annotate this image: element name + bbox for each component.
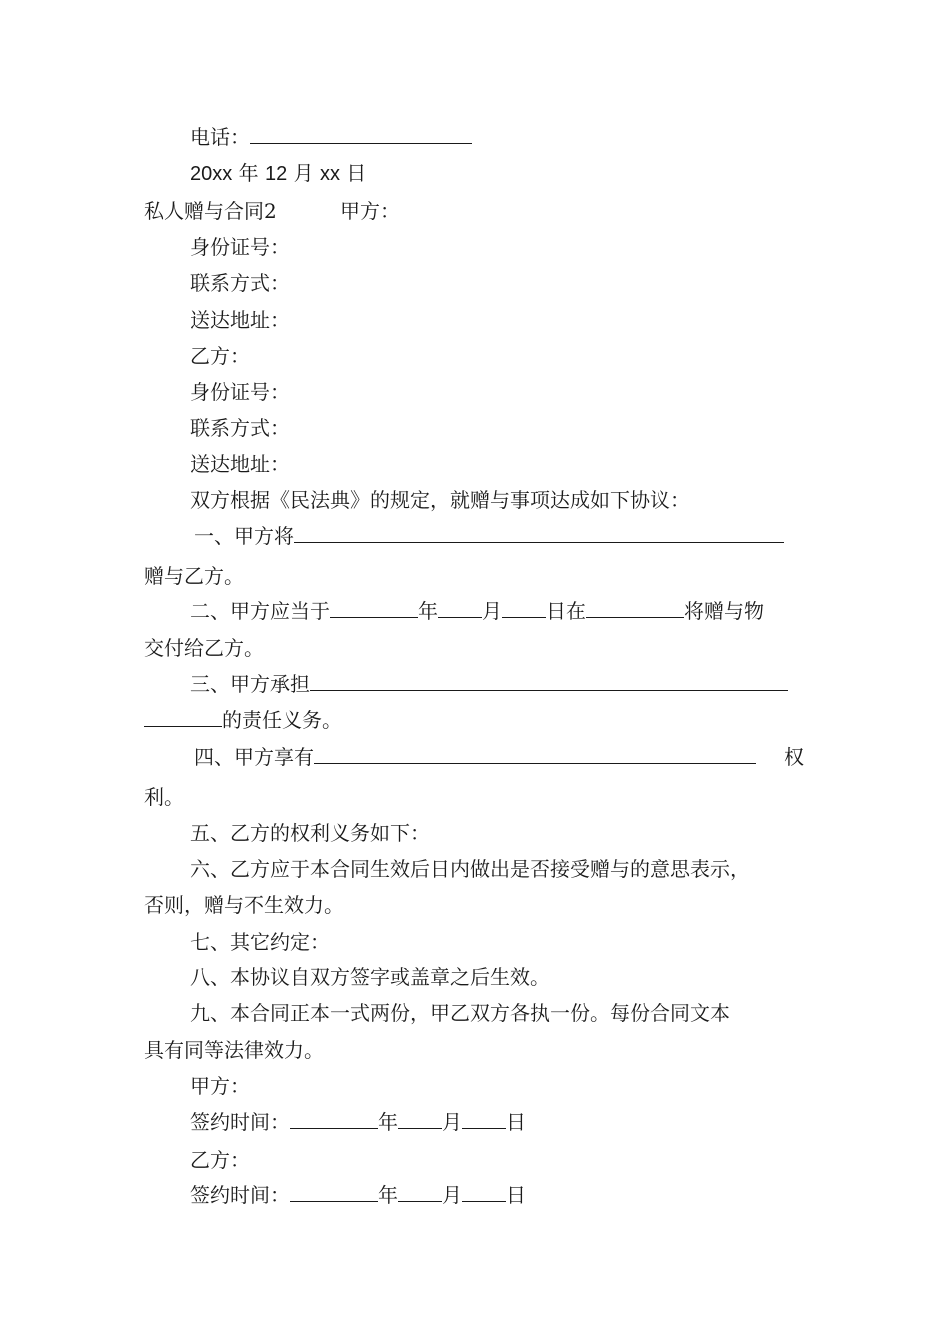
signature-a-day: 日 <box>506 1110 526 1134</box>
date-day: xx <box>319 163 340 185</box>
phone-label: 电话： <box>190 125 250 149</box>
clause-2-day: 日在 <box>546 599 586 623</box>
party-a-label: 甲方： <box>340 199 400 223</box>
clause-2-place-blank <box>586 599 684 618</box>
signature-b-month: 月 <box>442 1183 462 1207</box>
party-a-contact: 联系方式： <box>190 271 290 295</box>
clause-2-a: 二、甲方应当于 <box>190 599 330 623</box>
date-month: 12 <box>264 163 288 185</box>
clause-3-end-line <box>144 706 342 734</box>
contract-title: 私人赠与合同2 <box>144 199 277 223</box>
clause-5: 五、乙方的权利义务如下： <box>190 821 430 845</box>
clause-2-b: 将赠与物 <box>684 599 764 623</box>
date-year: 20xx <box>190 163 233 185</box>
signature-b-year-blank <box>290 1183 378 1202</box>
clause-6-line-2: 否则，赠与不生效力。 <box>144 893 344 917</box>
signature-b-day: 日 <box>506 1183 526 1207</box>
clause-7: 七、其它约定： <box>190 930 330 954</box>
clause-2-month-blank <box>438 599 482 618</box>
signature-a-day-blank <box>462 1110 506 1129</box>
signature-party-a: 甲方： <box>190 1074 250 1098</box>
party-b-contact: 联系方式： <box>190 416 290 440</box>
signature-b-month-blank <box>398 1183 442 1202</box>
party-a-address: 送达地址： <box>190 308 290 332</box>
date-day-unit: 日 <box>346 161 367 185</box>
date-year-unit: 年 <box>238 161 259 185</box>
phone-blank <box>250 125 472 144</box>
clause-3-end: 的责任义务。 <box>222 708 342 732</box>
clause-9-line-1: 九、本合同正本一式两份，甲乙双方各执一份。每份合同文本 <box>190 1001 730 1025</box>
agreement-intro: 双方根据《民法典》的规定，就赠与事项达成如下协议： <box>190 488 690 512</box>
phone-line <box>190 123 472 151</box>
clause-2-end: 交付给乙方。 <box>144 636 264 660</box>
signature-party-a-time <box>190 1108 526 1136</box>
clause-4-blank <box>314 745 756 764</box>
clause-3-blank-2 <box>144 708 222 727</box>
clause-2-month: 月 <box>482 599 502 623</box>
clause-2-year-blank <box>330 599 418 618</box>
clause-3-blank <box>310 672 788 691</box>
clause-1-blank <box>294 524 784 543</box>
clause-4-end: 利。 <box>144 785 184 809</box>
date-line <box>190 159 366 187</box>
signature-party-b-time <box>190 1181 526 1209</box>
party-b-id: 身份证号： <box>190 380 290 404</box>
clause-4 <box>194 743 756 771</box>
signature-time-label: 签约时间： <box>190 1110 290 1134</box>
contract-title-line <box>144 197 277 225</box>
signature-a-year-blank <box>290 1110 378 1129</box>
party-b-label: 乙方： <box>190 344 250 368</box>
signature-time-label: 签约时间： <box>190 1183 290 1207</box>
clause-3 <box>190 670 788 698</box>
clause-3-start: 三、甲方承担 <box>190 672 310 696</box>
party-a-heading <box>340 197 400 225</box>
date-month-unit: 月 <box>293 161 314 185</box>
clause-4-start: 四、甲方享有 <box>194 745 314 769</box>
signature-a-month: 月 <box>442 1110 462 1134</box>
party-a-id: 身份证号： <box>190 235 290 259</box>
clause-6-line-1: 六、乙方应于本合同生效后日内做出是否接受赠与的意思表示， <box>190 857 750 881</box>
signature-b-year: 年 <box>378 1183 398 1207</box>
signature-a-month-blank <box>398 1110 442 1129</box>
clause-2-year: 年 <box>418 599 438 623</box>
clause-1-end: 赠与乙方。 <box>144 564 244 588</box>
signature-a-year: 年 <box>378 1110 398 1134</box>
signature-party-b: 乙方： <box>190 1148 250 1172</box>
clause-8: 八、本协议自双方签字或盖章之后生效。 <box>190 965 550 989</box>
clause-1 <box>194 522 784 550</box>
signature-b-day-blank <box>462 1183 506 1202</box>
clause-1-start: 一、甲方将 <box>194 524 294 548</box>
clause-2 <box>190 597 764 625</box>
clause-4-right: 权 <box>784 745 804 769</box>
clause-9-line-2: 具有同等法律效力。 <box>144 1038 324 1062</box>
party-b-address: 送达地址： <box>190 452 290 476</box>
clause-2-day-blank <box>502 599 546 618</box>
